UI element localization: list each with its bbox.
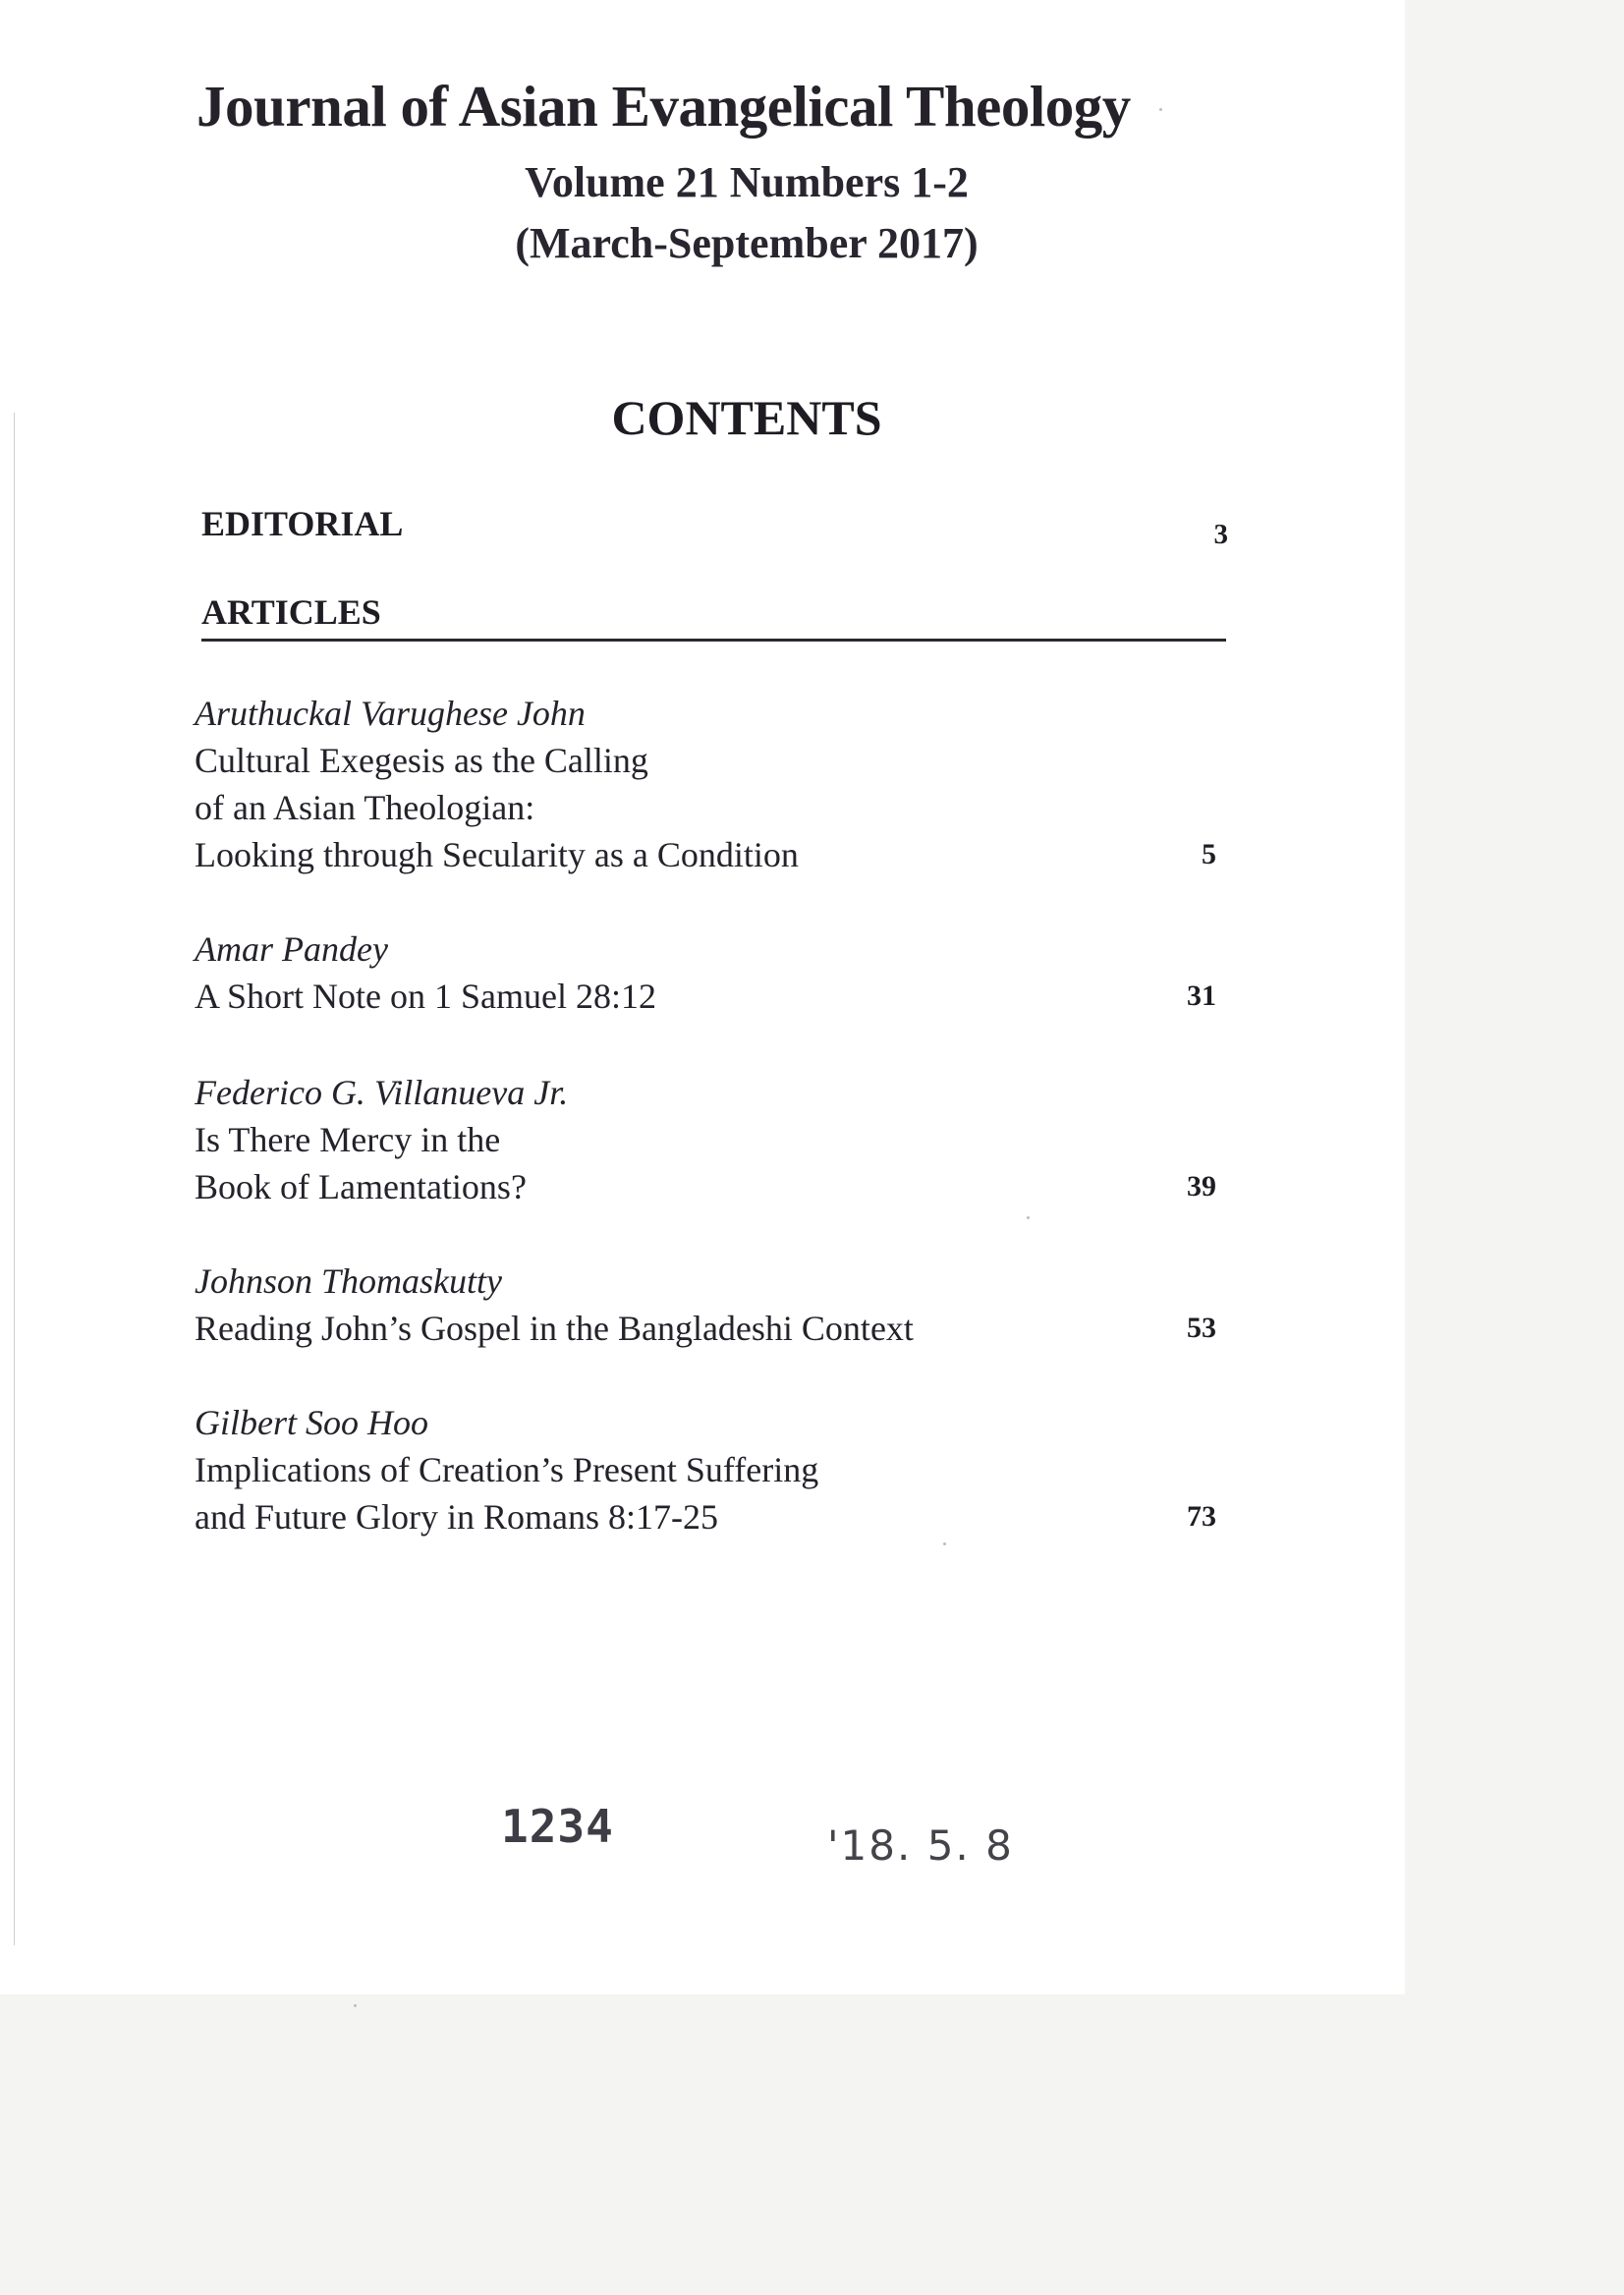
contents-heading: CONTENTS: [611, 390, 882, 445]
date-stamp: '18. 5. 8: [827, 1821, 1014, 1870]
scan-margin-line: [14, 413, 15, 1945]
article-title-line: Reading John’s Gospel in the Bangladeshi Context: [195, 1309, 914, 1348]
issue-date: (March-September 2017): [515, 219, 979, 267]
article-author: Johnson Thomaskutty: [195, 1261, 502, 1301]
article-entry: [195, 1069, 1236, 1210]
editorial-heading: EDITORIAL: [201, 504, 404, 543]
article-page-number: 31: [1187, 980, 1216, 1012]
article-page-number: 5: [1202, 838, 1216, 870]
journal-title: Journal of Asian Evangelical Theology: [196, 74, 1131, 139]
articles-heading: ARTICLES: [201, 592, 381, 632]
article-entry: [195, 1399, 1236, 1540]
article-title-line: Looking through Secularity as a Condition: [195, 835, 799, 874]
article-entry: [195, 925, 1236, 1020]
article-page-number: 53: [1187, 1312, 1216, 1344]
article-author: Aruthuckal Varughese John: [195, 694, 586, 733]
article-title-line: Cultural Exegesis as the Calling: [195, 741, 648, 780]
scan-speck: [354, 2004, 357, 2007]
article-title-line: Is There Mercy in the: [195, 1120, 501, 1159]
editorial-page-number: 3: [1213, 519, 1228, 550]
accession-number-stamp: 1234: [501, 1800, 614, 1853]
article-title-line: Book of Lamentations?: [195, 1167, 527, 1206]
article-title-line: Implications of Creation’s Present Suffering: [195, 1450, 819, 1489]
article-author: Amar Pandey: [195, 929, 388, 969]
article-title-line: A Short Note on 1 Samuel 28:12: [195, 977, 656, 1016]
article-title-line: of an Asian Theologian:: [195, 788, 535, 827]
scan-speck: [1159, 108, 1162, 111]
scan-speck: [943, 1542, 946, 1545]
articles-divider: [201, 639, 1226, 642]
article-entry: [195, 1258, 1236, 1352]
article-page-number: 39: [1187, 1170, 1216, 1203]
article-author: Gilbert Soo Hoo: [195, 1403, 428, 1442]
article-author: Federico G. Villanueva Jr.: [195, 1073, 569, 1112]
article-entry: [195, 690, 1236, 878]
volume-line: Volume 21 Numbers 1-2: [525, 158, 969, 206]
article-page-number: 73: [1187, 1500, 1216, 1533]
scan-speck: [1027, 1216, 1030, 1219]
article-title-line: and Future Glory in Romans 8:17-25: [195, 1497, 718, 1537]
